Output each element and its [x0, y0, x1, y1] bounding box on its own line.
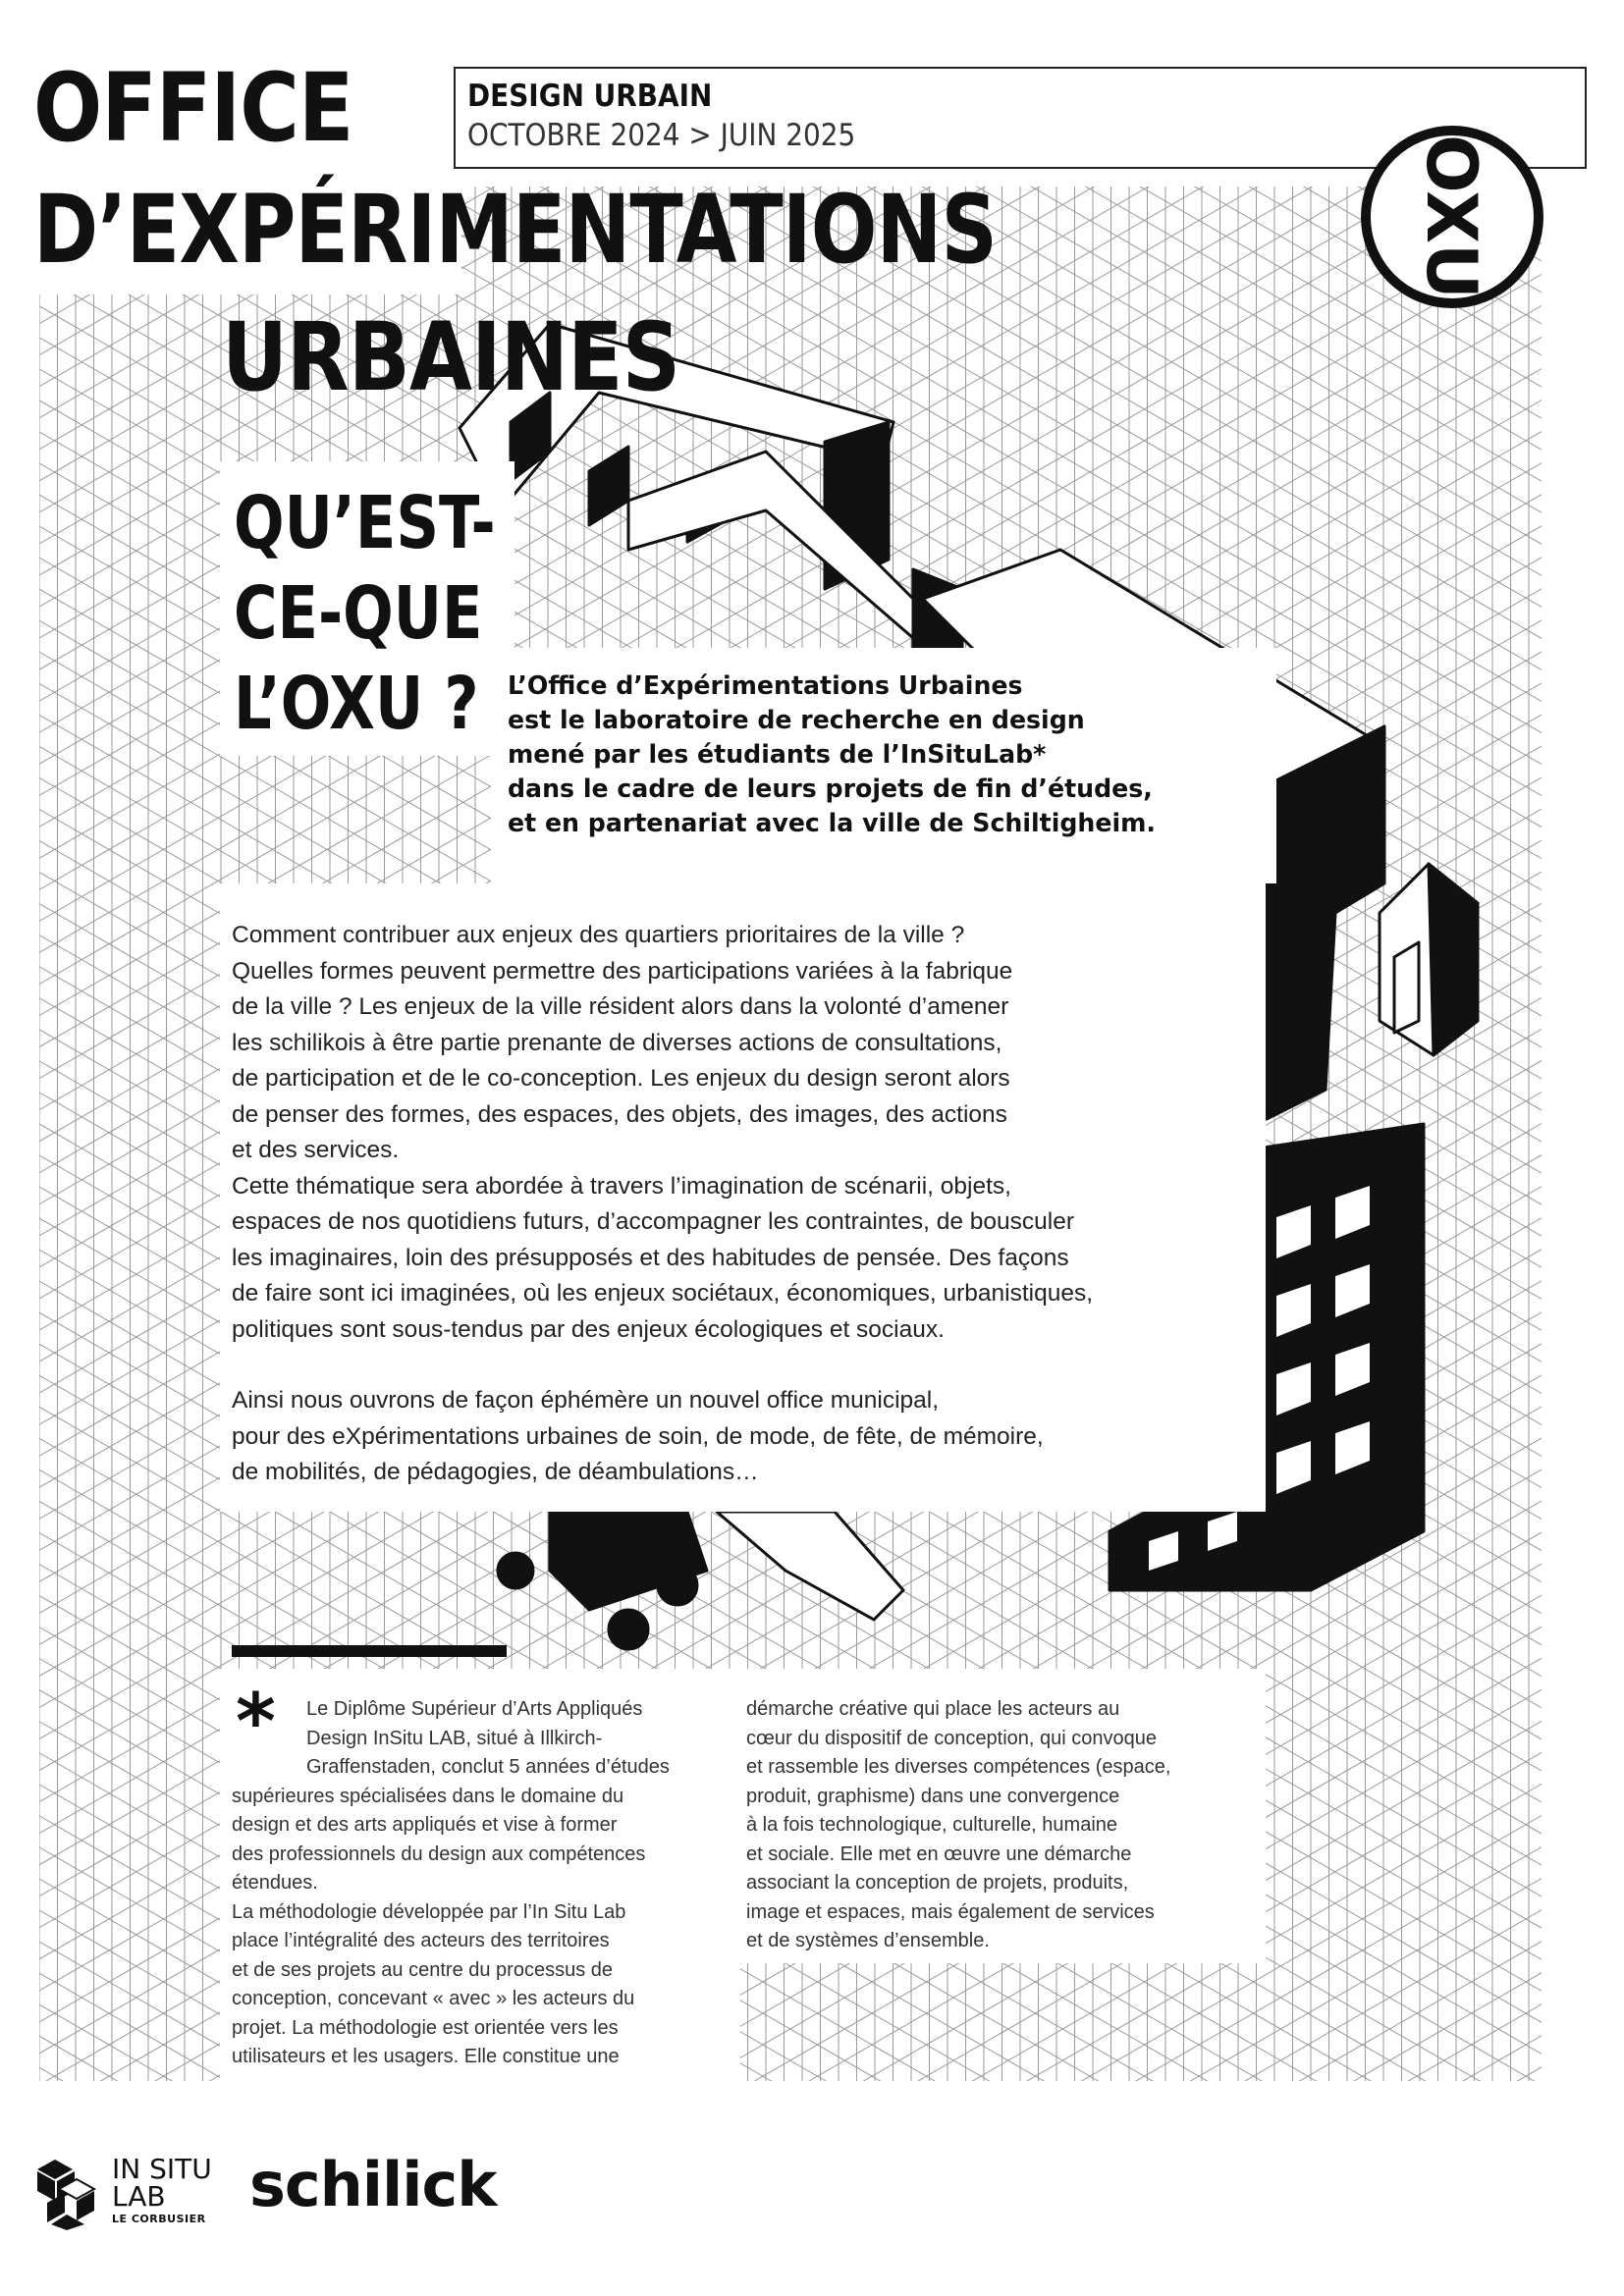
body-line: de penser des formes, des espaces, des objets, des images, des actions	[232, 1100, 1007, 1128]
intro-line: est le laboratoire de recherche en design	[508, 706, 1085, 735]
question-line-3: L’OXU ?	[234, 662, 479, 746]
body-text	[232, 918, 1263, 1491]
program-label: DESIGN URBAIN	[467, 79, 713, 114]
footnote-line: produit, graphisme) dans une convergence	[746, 1785, 1120, 1807]
intro-line: et en partenariat avec la ville de Schiltigheim.	[508, 809, 1156, 838]
body-line: de participation et de le co-conception. Les enjeux du design seront alors	[232, 1065, 1010, 1092]
intro-line: mené par les étudiants de l’InSituLab*	[508, 740, 1047, 770]
title-line-experimentations: D’EXPÉRIMENTATIONS	[33, 175, 998, 285]
footnote-line: design et des arts appliqués et vise à former	[232, 1814, 618, 1836]
footnote-line: et de systèmes d’ensemble.	[746, 1930, 990, 1951]
footnote-line: supérieures spécialisées dans le domaine du	[232, 1785, 624, 1807]
footnote-line: projet. La méthodologie est orientée vers les	[232, 2016, 619, 2039]
body-line: les imaginaires, loin des présupposés et des habitudes de pensée. Des façons	[232, 1244, 1069, 1271]
footnote-line: et de ses projets au centre du processus de	[232, 1958, 614, 1981]
title-line-office: OFFICE	[33, 53, 353, 163]
body-line: et des services.	[232, 1137, 400, 1163]
paragraph-gap	[232, 1348, 1263, 1383]
footnote-line: démarche créative qui place les acteurs au	[746, 1698, 1120, 1720]
body-line: les schilikois à être partie prenante de diverses actions de consultations,	[232, 1029, 1002, 1056]
footnote-rule	[232, 1645, 507, 1657]
insitu-line: IN SITU	[112, 2153, 212, 2185]
footnote-line: La méthodologie développée par l’In Situ Lab	[232, 1900, 626, 1923]
schilick-logo: schilick	[249, 2149, 497, 2220]
body-line: espaces de nos quotidiens futurs, d’accompagner les contraintes, de bousculer	[232, 1208, 1075, 1235]
question-line-1: QU’EST-	[234, 481, 496, 565]
body-line: Quelles formes peuvent permettre des participations variées à la fabrique	[232, 957, 1013, 985]
footnote-line: et sociale. Elle met en œuvre une démarche	[746, 1842, 1132, 1865]
title-line-urbaines: URBAINES	[222, 302, 680, 412]
footnote-line: Graffenstaden, conclut 5 années d’études	[306, 1756, 670, 1778]
seal-letters: OXU	[1411, 134, 1491, 299]
footnote-line: Design InSitu LAB, situé à Illkirch-	[306, 1727, 603, 1749]
footnote-right-column	[746, 1695, 1170, 1956]
footnote-line: cœur du dispositif de conception, qui convoque	[746, 1727, 1158, 1749]
intro-line: L’Office d’Expérimentations Urbaines	[508, 671, 1023, 701]
footnote-line: place l’intégralité des acteurs des territoires	[232, 1930, 610, 1951]
insitu-line: LAB	[112, 2180, 166, 2213]
body-line: politiques sont sous-tendus par des enjeux écologiques et sociaux.	[232, 1315, 945, 1343]
body-line: de mobilités, de pédagogies, de déambulations…	[232, 1459, 759, 1485]
body-line: Cette thématique sera abordée à travers l’imagination de scénarii, objets,	[232, 1172, 1011, 1200]
footnote-line: étendues.	[232, 1872, 318, 1894]
insitu-lab-logo-mark	[37, 2160, 106, 2230]
intro-line: dans le cadre de leurs projets de fin d’études,	[508, 774, 1153, 804]
body-line: de la ville ? Les enjeux de la ville résident alors dans la volonté d’amener	[232, 993, 1009, 1020]
footnote-line: Le Diplôme Supérieur d’Arts Appliqués	[306, 1698, 643, 1720]
footnote-line: conception, concevant « avec » les acteurs du	[232, 1988, 635, 2009]
insitu-subline: LE CORBUSIER	[112, 2213, 206, 2225]
program-dates: OCTOBRE 2024 > JUIN 2025	[467, 118, 856, 153]
footnote-line: des professionnels du design aux compétences	[232, 1842, 646, 1865]
footnote-line: utilisateurs et les usagers. Elle constitue une	[232, 2046, 620, 2067]
question-line-2: CE-QUE	[234, 571, 483, 656]
footnote-line: et rassemble les diverses compétences (espace,	[746, 1756, 1171, 1778]
insitu-lab-wordmark	[112, 2153, 212, 2228]
body-line: Comment contribuer aux enjeux des quartiers prioritaires de la ville ?	[232, 922, 965, 948]
footnote-line: associant la conception de projets, produits,	[746, 1872, 1129, 1894]
body-line: de faire sont ici imaginées, où les enjeux sociétaux, économiques, urbanistiques,	[232, 1280, 1094, 1307]
oxu-seal-logo	[1357, 122, 1547, 312]
body-line: Ainsi nous ouvrons de façon éphémère un nouvel office municipal,	[232, 1387, 940, 1414]
footnote-left-column	[232, 1695, 670, 2072]
body-line: pour des eXpérimentations urbaines de soin, de mode, de fête, de mémoire,	[232, 1422, 1044, 1450]
footnote-asterisk: *	[236, 1679, 276, 1767]
intro-statement	[508, 669, 1273, 841]
footnote-line: à la fois technologique, culturelle, humaine	[746, 1814, 1118, 1836]
footnote-line: image et espaces, mais également de services	[746, 1900, 1155, 1923]
